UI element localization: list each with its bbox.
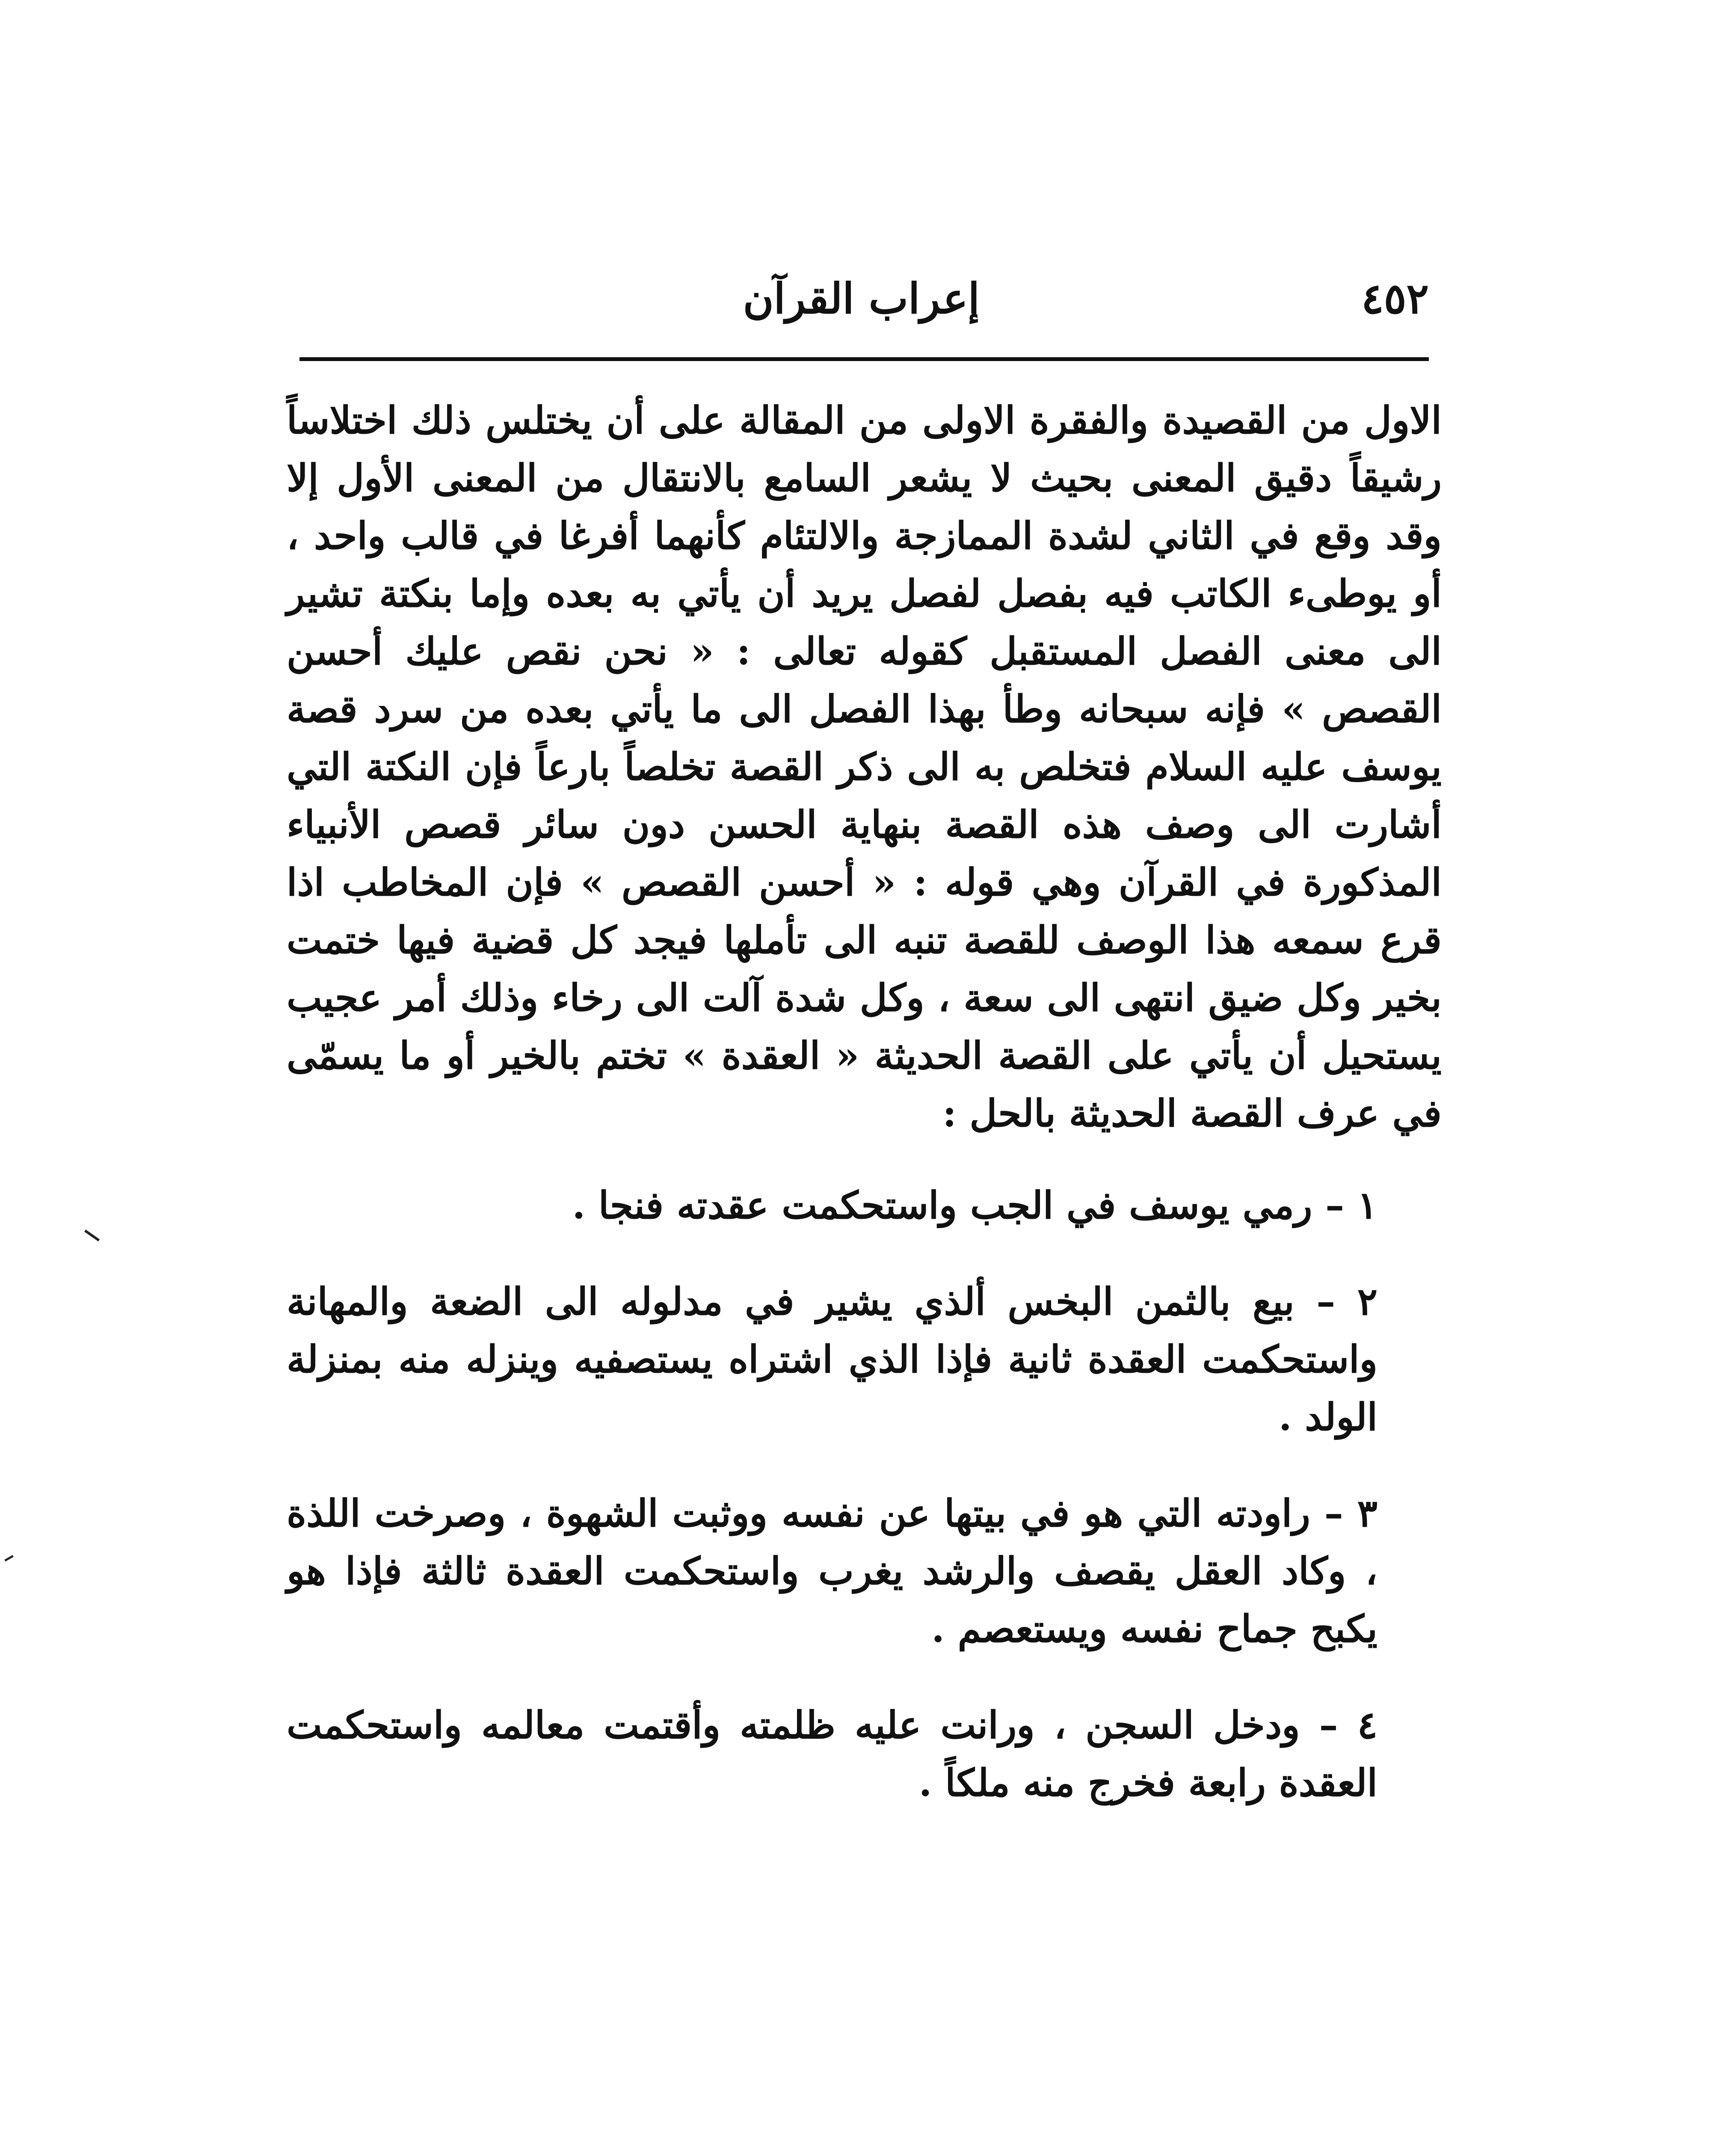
- list-item-4: ٤ – ودخل السجن ، ورانت عليه ظلمته وأقتمت معالمه واستحكمت العقدة رابعة فخرج منه ملكاً .: [287, 1703, 1378, 1805]
- list-item-2: ٢ – بيع بالثمن البخس ألذي يشير في مدلوله الى الضعة والمهانة واستحكمت العقدة ثانية فإذا الذي اشتراه يستصفيه وينزله منه بمنزلة الولد .: [287, 1279, 1378, 1439]
- page-number: ٤٥٢: [1361, 274, 1429, 323]
- scan-mark: [84, 1229, 100, 1241]
- running-title: إعراب القرآن: [743, 274, 980, 323]
- header-rule: [299, 357, 1429, 361]
- list-item-1: ١ – رمي يوسف في الجب واستحكمت عقدته فنجا .: [572, 1183, 1378, 1227]
- page-header: [299, 257, 1429, 355]
- main-paragraph: الاول من القصيدة والفقرة الاولى من المقالة على أن يختلس ذلك اختلاساً رشيقاً دقيق المعنى بحيث لا يشعر السامع بالانتقال من المعنى الأول إلا وقد وقع في الثاني لشدة الممازجة والالتئام كأنهما أفرغا في قالب واحد ، أو يوطىء الكاتب فيه بفصل لفصل يريد أن يأتي به بعده وإما بنكتة تشير الى معنى الفصل المستقبل كقوله تعالى : « نحن نقص عليك أحسن القصص » فإنه سبحانه وطأ بهذا الفصل الى ما يأتي بعده من سرد قصة يوسف عليه السلام فتخلص به الى ذكر القصة تخلصاً بارعاً فإن النكتة التي أشارت الى وصف هذه القصة بنهاية الحسن دون سائر قصص الأنبياء المذكورة في القرآن وهي قوله : « أحسن القصص » فإن المخاطب اذا قرع سمعه هذا الوصف للقصة تنبه الى تأملها فيجد كل قضية فيها ختمت بخير وكل ضيق انتهى الى سعة ، وكل شدة آلت الى رخاء وذلك أمر عجيب يستحيل أن يأتي على القصة الحديثة « العقدة » تختم بالخير أو ما يسمّى في عرف القصة الحديثة بالحل :: [287, 398, 1442, 1135]
- body-text: [287, 391, 1442, 1812]
- list-item-3: ٣ – راودته التي هو في بيتها عن نفسه ووثبت الشهوة ، وصرخت اللذة ، وكاد العقل يقصف والرشد يغرب واستحكمت العقدة ثالثة فإذا هو يكبح جماح نفسه ويستعصم .: [287, 1491, 1378, 1651]
- scan-mark: [4, 1555, 14, 1561]
